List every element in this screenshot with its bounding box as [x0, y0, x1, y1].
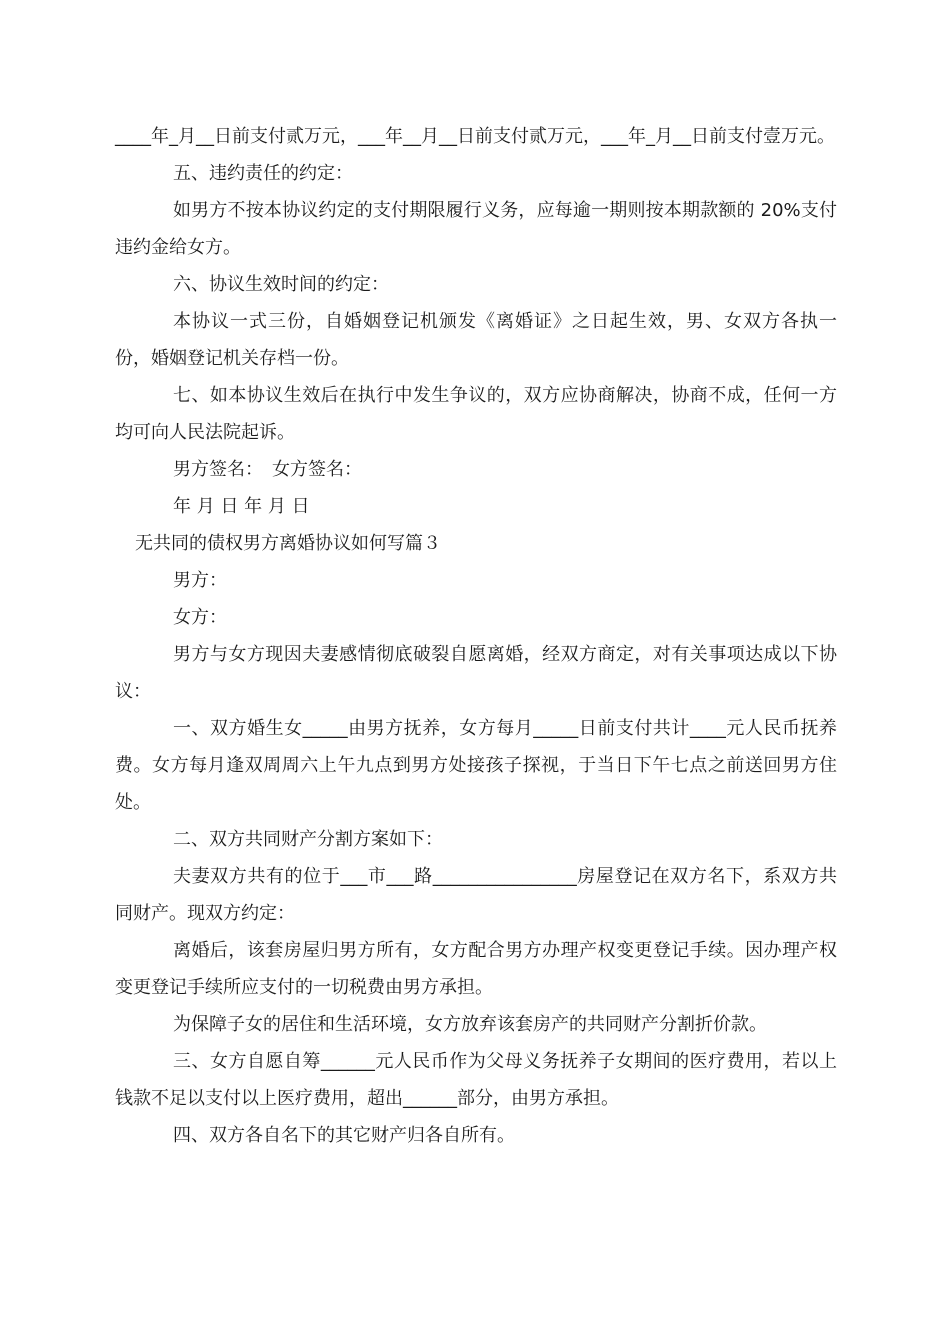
party-female: 女方：	[173, 607, 227, 628]
breach-paragraph: 如男方不按本协议约定的支付期限履行义务，应每逾一期则按本期款额的 20%支付违约金给女方。	[115, 200, 837, 258]
custody-paragraph: 一、双方婚生女_____由男方抚养，女方每月_____日前支付共计____元人民币抚养费。女方每月逢双周周六上午九点到男方处接孩子探视，于当日下午七点之前送回男方住处。	[115, 718, 837, 813]
section-heading-breach: 五、违约责任的约定：	[173, 163, 353, 184]
intro-paragraph: 男方与女方现因夫妻感情彻底破裂自愿离婚，经双方商定，对有关事项达成以下协议：	[115, 644, 837, 702]
medical-paragraph: 三、女方自愿自筹______元人民币作为父母义务抚养子女期间的医疗费用，若以上钱款不足以支付以上医疗费用，超出______部分，由男方承担。	[115, 1051, 837, 1109]
section-heading-effective: 六、协议生效时间的约定：	[173, 274, 389, 295]
party-male: 男方：	[173, 570, 227, 591]
signature-line: 男方签名： 女方签名：	[173, 459, 362, 480]
house-paragraph: 离婚后，该套房屋归男方所有，女方配合男方办理产权变更登记手续。因办理产权变更登记手续所应支付的一切税费由男方承担。	[115, 940, 837, 998]
section-heading-property: 二、双方共同财产分割方案如下：	[173, 829, 443, 850]
effective-paragraph: 本协议一式三份，自婚姻登记机颁发《离婚证》之日起生效，男、女双方各执一份，婚姻登记机关存档一份。	[115, 311, 837, 369]
dispute-paragraph: 七、如本协议生效后在执行中发生争议的，双方应协商解决，协商不成，任何一方均可向人民法院起诉。	[115, 385, 837, 443]
payment-schedule-paragraph: ____年_月__日前支付贰万元，___年__月__日前支付贰万元，___年_月__日前支付壹万元。	[115, 126, 835, 147]
property-paragraph: 夫妻双方共有的位于___市___路________________房屋登记在双方名下，系双方共同财产。现双方约定：	[115, 866, 837, 924]
article-title: 无共同的债权男方离婚协议如何写篇３	[135, 533, 441, 554]
waiver-paragraph: 为保障子女的居住和生活环境，女方放弃该套房产的共同财产分割折价款。	[173, 1014, 767, 1035]
date-line: 年 月 日 年 月 日	[173, 496, 310, 517]
document-body	[115, 118, 837, 1154]
other-property-paragraph: 四、双方各自名下的其它财产归各自所有。	[173, 1125, 515, 1146]
